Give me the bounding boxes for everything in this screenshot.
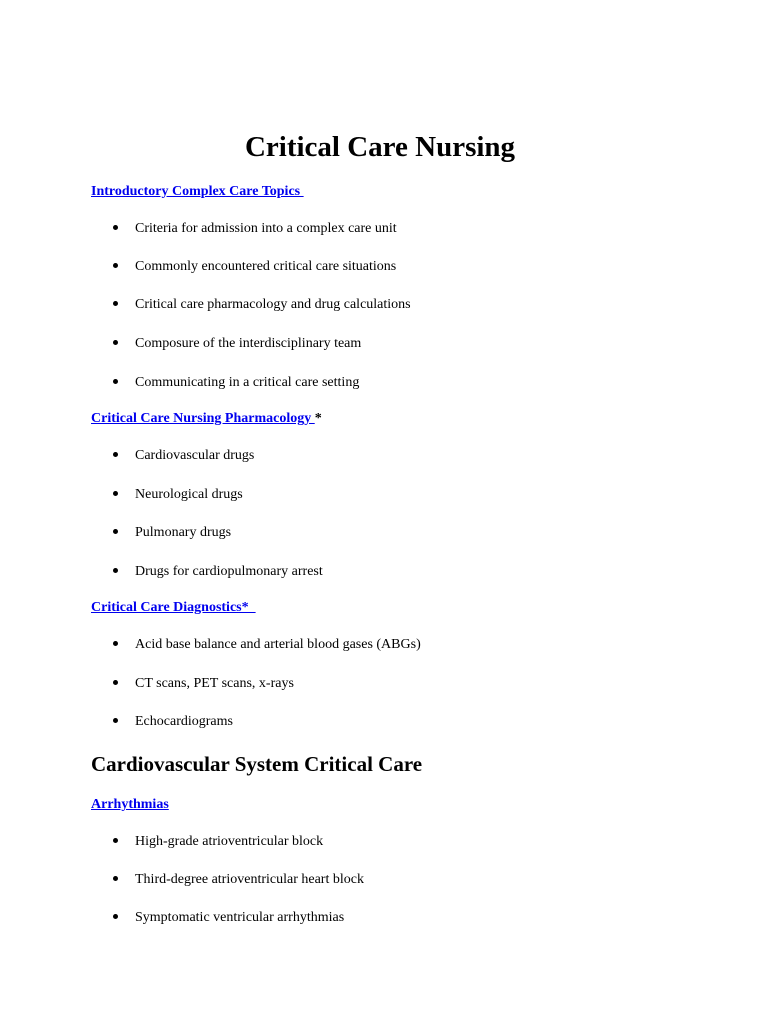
link-critical-care-diagnostics[interactable]: Critical Care Diagnostics* [91,600,256,615]
list-item: Criteria for admission into a complex care unit [111,220,397,238]
bullet-icon [113,491,118,496]
bullet-icon [113,452,118,457]
bullet-icon [113,641,118,646]
bullet-icon [113,263,118,268]
page-title: Critical Care Nursing [244,131,516,163]
list-item: Third-degree atrioventricular heart block [111,871,364,889]
section-title-cardiovascular: Cardiovascular System Critical Care [91,752,423,776]
list-item: Critical care pharmacology and drug calculations [111,296,411,314]
list-item: High-grade atrioventricular block [111,833,323,851]
bullet-icon [113,340,118,345]
list-item: Echocardiograms [111,713,233,731]
bullet-icon [113,680,118,685]
bullet-icon [113,379,118,384]
link-critical-care-nursing-pharmacology[interactable]: Critical Care Nursing Pharmacology [91,411,315,426]
link-arrhythmias[interactable]: Arrhythmias [91,797,169,812]
bullet-icon [113,718,118,723]
list-item: Commonly encountered critical care situations [111,258,396,276]
list-item: Communicating in a critical care setting [111,374,359,392]
list-item: Pulmonary drugs [111,524,231,542]
bullet-icon [113,876,118,881]
asterisk-note: * [314,411,322,426]
list-item: Composure of the interdisciplinary team [111,335,361,353]
bullet-icon [113,301,118,306]
link-introductory-complex-care-topics[interactable]: Introductory Complex Care Topics [91,184,304,199]
list-item: Neurological drugs [111,486,243,504]
section-heading-diagnostics [91,599,256,617]
section-heading-introductory [91,183,304,201]
bullet-icon [113,838,118,843]
list-item: Drugs for cardiopulmonary arrest [111,563,323,581]
list-item: Acid base balance and arterial blood gases (ABGs) [111,636,421,654]
section-heading-pharmacology [91,410,322,428]
bullet-icon [113,225,118,230]
list-item: CT scans, PET scans, x-rays [111,675,294,693]
list-item: Symptomatic ventricular arrhythmias [111,909,344,927]
bullet-icon [113,529,118,534]
bullet-icon [113,914,118,919]
bullet-icon [113,568,118,573]
section-heading-arrhythmias [91,796,169,814]
list-item: Cardiovascular drugs [111,447,254,465]
